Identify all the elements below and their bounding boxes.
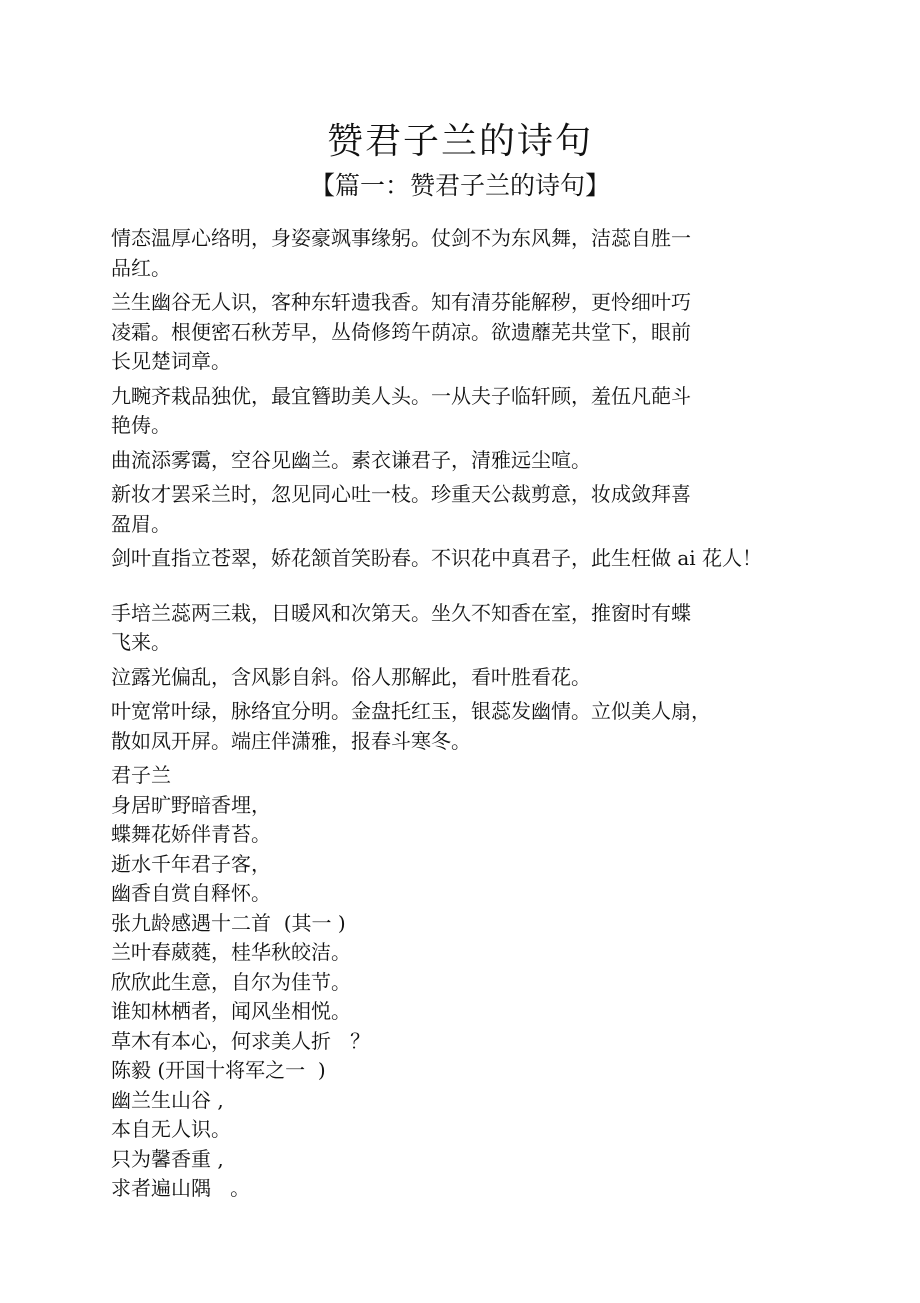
poem-line: 君子兰 (111, 763, 171, 787)
paragraph: 九畹齐栽品独优，最宜簪助美人头。一从夫子临轩顾，羞伍凡葩斗 艳俦。 (111, 383, 691, 437)
poem-line: 本自无人识。 (111, 1117, 231, 1141)
poem-line: 蝶舞花娇伴青苔。 (111, 822, 271, 846)
poem-line: 陈毅 (开国十将军之一 ) (111, 1058, 326, 1082)
paragraph: 曲流添雾霭，空谷见幽兰。素衣谦君子，清雅远尘喧。 (111, 447, 591, 472)
paragraph: 新妆才罢采兰时，忽见同心吐一枝。珍重天公裁剪意，妆成敛拜喜 盈眉。 (111, 482, 691, 536)
paragraph-gap (111, 579, 811, 599)
paragraph: 泣露光偏乱，含风影自斜。俗人那解此，看叶胜看花。 (111, 664, 591, 689)
poem-body (111, 224, 811, 1204)
paragraph: 兰生幽谷无人识，客种东轩遗我香。知有清芬能解秽，更怜细叶巧 凌霜。根便密石秋芳早，丛倚修筠午荫凉。欲遗蘼芜共堂下，眼前 长见楚词章。 (111, 290, 691, 373)
poem-line: 草木有本心，何求美人折 ？ (111, 1028, 371, 1053)
poem-line: 幽兰生山谷 , (111, 1087, 224, 1112)
section-subtitle: 【篇一：赞君子兰的诗句】 (309, 171, 610, 200)
poem-line: 求者遍山隅 。 (111, 1176, 251, 1200)
poem-line: 只为馨香重 , (111, 1146, 224, 1171)
paragraph: 剑叶直指立苍翠，娇花颔首笑盼春。不识花中真君子，此生枉做 ai 花人！ (111, 546, 763, 570)
poem-line: 逝水千年君子客， (111, 851, 271, 876)
paragraph: 叶宽常叶绿，脉络宜分明。金盘托红玉，银蕊发幽情。立似美人扇， 散如凤开屏。端庄伴潇雅，报春斗寒冬。 (111, 699, 711, 753)
paragraph: 情态温厚心络明，身姿豪飒事缘躬。仗剑不为东风舞，洁蕊自胜一 品红。 (111, 226, 691, 280)
paragraph: 手培兰蕊两三栽，日暖风和次第天。坐久不知香在室，推窗时有蝶 飞来。 (111, 600, 691, 654)
poem-line: 张九龄感遇十二首 (其一 ) (111, 910, 346, 935)
poem-line: 欣欣此生意，自尔为佳节。 (111, 969, 351, 994)
poem-line: 身居旷野暗香埋， (111, 792, 271, 817)
poem-line: 幽香自赏自释怀。 (111, 881, 271, 905)
poem-line: 兰叶春葳蕤，桂华秋皎洁。 (111, 940, 351, 964)
poem-line: 谁知林栖者，闻风坐相悦。 (111, 999, 351, 1023)
page-title: 赞君子兰的诗句 (326, 121, 593, 162)
